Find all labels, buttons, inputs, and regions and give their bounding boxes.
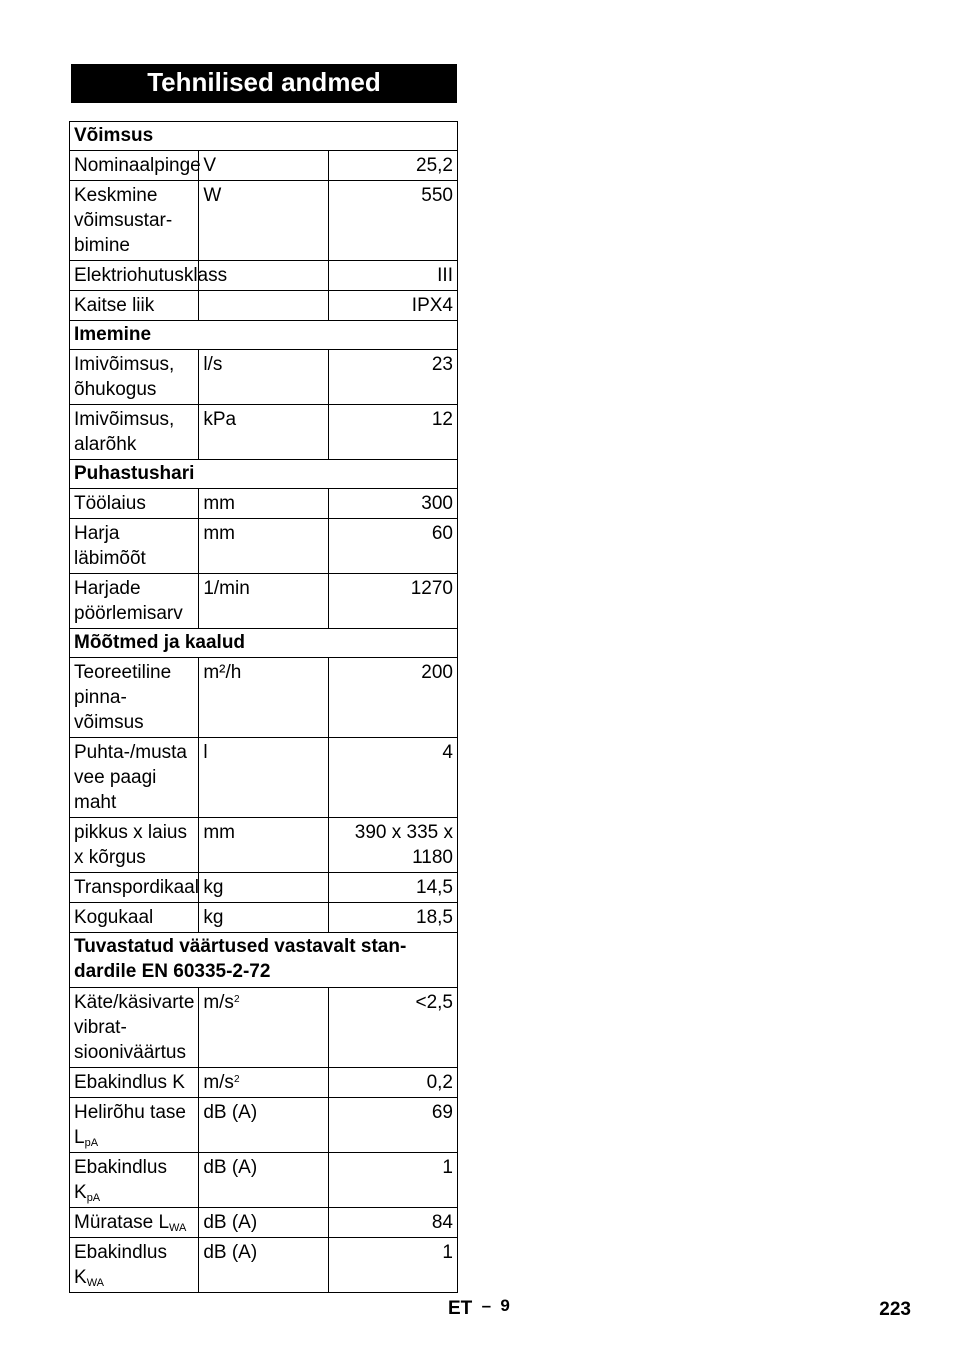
spec-value: 0,2 — [328, 1068, 457, 1098]
spec-value: 1 — [328, 1153, 457, 1208]
spec-name — [70, 1238, 199, 1293]
name-subscript: WA — [169, 1222, 187, 1234]
spec-value: 25,2 — [328, 151, 457, 181]
spec-name: Harjade pöörlemisarv — [70, 574, 199, 629]
spec-name: Imivõimsus, alarõhk — [70, 405, 199, 460]
unit-exponent: 2 — [233, 994, 240, 1005]
section-header-row — [70, 629, 458, 658]
spec-name: Nominaalpinge — [70, 151, 199, 181]
spec-unit — [199, 988, 328, 1068]
table-row — [70, 574, 458, 629]
footer-language: ET — [448, 1298, 473, 1319]
unit-base: m/s — [203, 1072, 234, 1093]
table-row — [70, 405, 458, 460]
footer-section-label — [448, 1298, 510, 1320]
table-row — [70, 261, 458, 291]
table-row — [70, 181, 458, 261]
spec-unit: m²/h — [199, 658, 328, 738]
table-row — [70, 738, 458, 818]
table-row — [70, 291, 458, 321]
spec-value: <2,5 — [328, 988, 457, 1068]
section-heading-suction: Imemine — [70, 321, 458, 350]
table-row — [70, 818, 458, 873]
spec-name — [70, 1153, 199, 1208]
spec-unit: kg — [199, 873, 328, 903]
spec-name: Elektriohutusklass — [70, 261, 199, 291]
spec-unit: mm — [199, 818, 328, 873]
spec-value: 300 — [328, 489, 457, 519]
spec-value: 18,5 — [328, 903, 457, 933]
section-heading-measured: Tuvastatud väärtused vastavalt stan- dardile EN 60335-2-72 — [70, 933, 458, 988]
spec-value: IPX4 — [328, 291, 457, 321]
spec-value: 14,5 — [328, 873, 457, 903]
spec-unit: l/s — [199, 350, 328, 405]
name-subscript: WA — [86, 1277, 104, 1289]
spec-unit — [199, 1068, 328, 1098]
spec-unit: mm — [199, 489, 328, 519]
spec-name: Ebakindlus K — [70, 1068, 199, 1098]
table-row — [70, 1238, 458, 1293]
spec-name: Teoreetiline pinna- võimsus — [70, 658, 199, 738]
table-row — [70, 519, 458, 574]
spec-unit: kg — [199, 903, 328, 933]
name-base: Müratase L — [74, 1212, 170, 1233]
name-base: Helirõhu tase L — [74, 1102, 186, 1148]
name-base: Ebakindlus K — [74, 1242, 167, 1288]
name-base: Ebakindlus K — [74, 1157, 167, 1203]
spec-unit: dB (A) — [199, 1098, 328, 1153]
specifications-table — [69, 121, 458, 1293]
table-row — [70, 873, 458, 903]
name-subscript: pA — [86, 1192, 101, 1204]
spec-unit: W — [199, 181, 328, 261]
table-row — [70, 988, 458, 1068]
section-header-row — [70, 460, 458, 489]
spec-value: 4 — [328, 738, 457, 818]
spec-value: 200 — [328, 658, 457, 738]
spec-unit: mm — [199, 519, 328, 574]
spec-name — [70, 1098, 199, 1153]
section-header-row — [70, 321, 458, 350]
section-heading-power: Võimsus — [70, 122, 458, 151]
spec-value: 69 — [328, 1098, 457, 1153]
spec-name: Käte/käsivarte vibrat- siooniväärtus — [70, 988, 199, 1068]
section-header-row — [70, 933, 458, 988]
spec-unit: 1/min — [199, 574, 328, 629]
spec-value: 550 — [328, 181, 457, 261]
table-row — [70, 350, 458, 405]
spec-value: 23 — [328, 350, 457, 405]
page-number: 223 — [879, 1299, 911, 1320]
spec-value: 84 — [328, 1208, 457, 1238]
spec-unit — [199, 291, 328, 321]
spec-value: III — [328, 261, 457, 291]
footer-separator: – — [481, 1296, 492, 1315]
table-row — [70, 658, 458, 738]
spec-unit: l — [199, 738, 328, 818]
spec-unit: V — [199, 151, 328, 181]
section-heading-dimensions: Mõõtmed ja kaalud — [70, 629, 458, 658]
unit-exponent: 2 — [233, 1074, 240, 1085]
spec-unit: kPa — [199, 405, 328, 460]
spec-name: Töölaius — [70, 489, 199, 519]
spec-value: 1 — [328, 1238, 457, 1293]
spec-name: Kogukaal — [70, 903, 199, 933]
spec-name: Keskmine võimsustar- bimine — [70, 181, 199, 261]
spec-unit: dB (A) — [199, 1153, 328, 1208]
section-heading-brush: Puhastushari — [70, 460, 458, 489]
table-row — [70, 489, 458, 519]
name-subscript: pA — [84, 1137, 99, 1149]
spec-name: pikkus x laius x kõrgus — [70, 818, 199, 873]
unit-base: m/s — [203, 992, 234, 1013]
section-header-row — [70, 122, 458, 151]
spec-name: Imivõimsus, õhukogus — [70, 350, 199, 405]
spec-name: Puhta-/musta vee paagi maht — [70, 738, 199, 818]
spec-unit: dB (A) — [199, 1208, 328, 1238]
spec-value: 1270 — [328, 574, 457, 629]
spec-value: 60 — [328, 519, 457, 574]
spec-unit: dB (A) — [199, 1238, 328, 1293]
page-title: Tehnilised andmed — [71, 64, 457, 103]
spec-name: Transpordikaal — [70, 873, 199, 903]
table-row — [70, 151, 458, 181]
spec-name — [70, 1208, 199, 1238]
table-row — [70, 1208, 458, 1238]
spec-name: Kaitse liik — [70, 291, 199, 321]
table-row — [70, 903, 458, 933]
spec-name: Harja läbimõõt — [70, 519, 199, 574]
footer-section-page: 9 — [500, 1296, 510, 1315]
spec-value: 390 x 335 x 1180 — [328, 818, 457, 873]
table-row — [70, 1098, 458, 1153]
table-row — [70, 1153, 458, 1208]
spec-value: 12 — [328, 405, 457, 460]
table-row — [70, 1068, 458, 1098]
